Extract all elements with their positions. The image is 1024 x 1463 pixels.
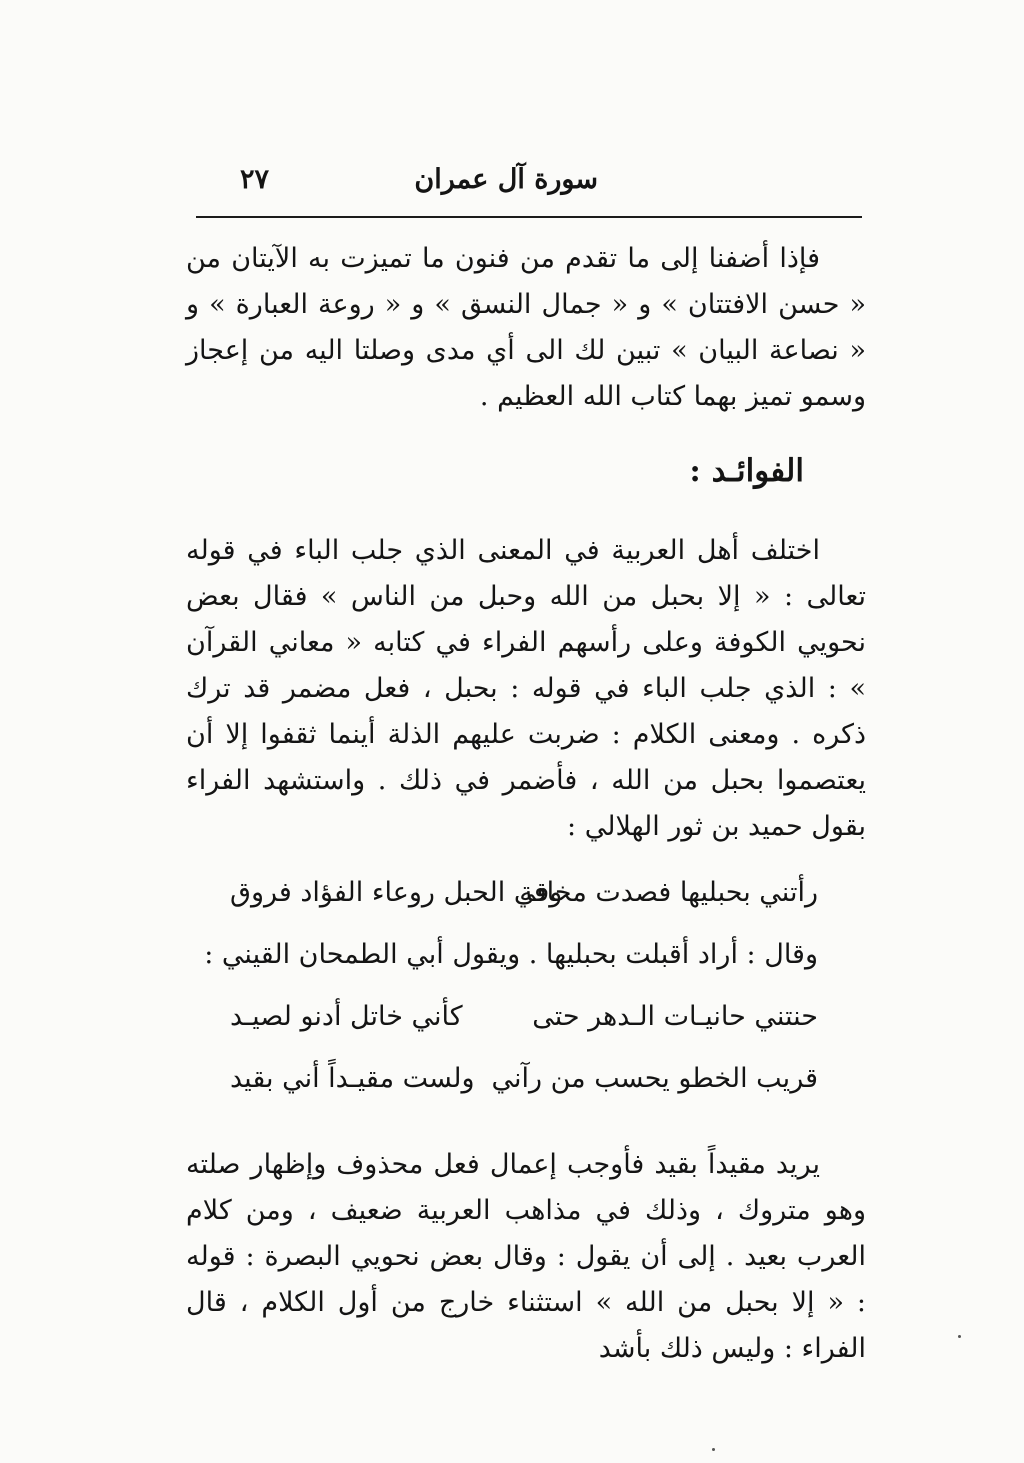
poem-verse xyxy=(186,994,866,1056)
verse-second-hemistich: كأني خاتل أدنو لصيـد xyxy=(230,1001,463,1032)
poem-note: وقال : أراد أقبلت بحبليها . ويقول أبي الطمحان القيني : xyxy=(204,939,818,970)
verse-first-hemistich: رأتني بحبليها فصدت مخافة xyxy=(519,877,818,908)
scan-speck xyxy=(958,1335,961,1338)
intro-paragraph: فإذا أضفنا إلى ما تقدم من فنون ما تميزت به الآيتان من « حسن الافتتان » و « جمال النسق » و « روعة العبارة » و « نصاعة البيان » تبين لك الى أي مدى وصلتا اليه من إعجاز وسمو تميز بهما كتاب الله العظيم . xyxy=(186,243,866,412)
scan-speck xyxy=(712,1448,715,1451)
page-header xyxy=(196,158,860,208)
verse-second-hemistich: وفي الحبل روعاء الفؤاد فروق xyxy=(230,877,563,908)
page-body xyxy=(186,236,866,1372)
verse-first-hemistich: قريب الخطو يحسب من رآني xyxy=(491,1063,818,1094)
verse-second-hemistich: ولست مقيـداً أني بقيد xyxy=(230,1063,475,1094)
closing-paragraph: يريد مقيداً بقيد فأوجب إعمال فعل محذوف وإظهار صلته وهو متروك ، وذلك في مذاهب العربية ضعيف ، ومن كلام العرب بعيد . إلى أن يقول : وقال بعض نحويي البصرة : قوله : « إلا بحبل من الله » استثناء خارج من أول الكلام ، قال الفراء : وليس ذلك بأشد xyxy=(186,1149,866,1364)
poem-verse xyxy=(186,1056,866,1118)
poem-verse xyxy=(186,870,866,932)
verse-first-hemistich: حنتني حانيـات الـدهر حتى xyxy=(532,1001,818,1032)
running-title: سورة آل عمران xyxy=(414,164,598,195)
header-divider xyxy=(196,216,862,218)
page-number: ٢٧ xyxy=(240,164,270,195)
fawaid-paragraph: اختلف أهل العربية في المعنى الذي جلب الباء في قوله تعالى : « إلا بحبل من الله وحبل من الناس » فقال بعض نحويي الكوفة وعلى رأسهم الفراء في كتابه « معاني القرآن » : الذي جلب الباء في قوله : بحبل ، فعل مضمر قد ترك ذكره . ومعنى الكلام : ضربت عليهم الذلة أينما ثقفوا إلا أن يعتصموا بحبل من الله ، فأضمر في ذلك . واستشهد الفراء بقول حميد بن ثور الهلالي : xyxy=(186,535,866,842)
poem-hamid xyxy=(186,870,866,1118)
section-heading: الفوائـد : xyxy=(689,453,804,489)
